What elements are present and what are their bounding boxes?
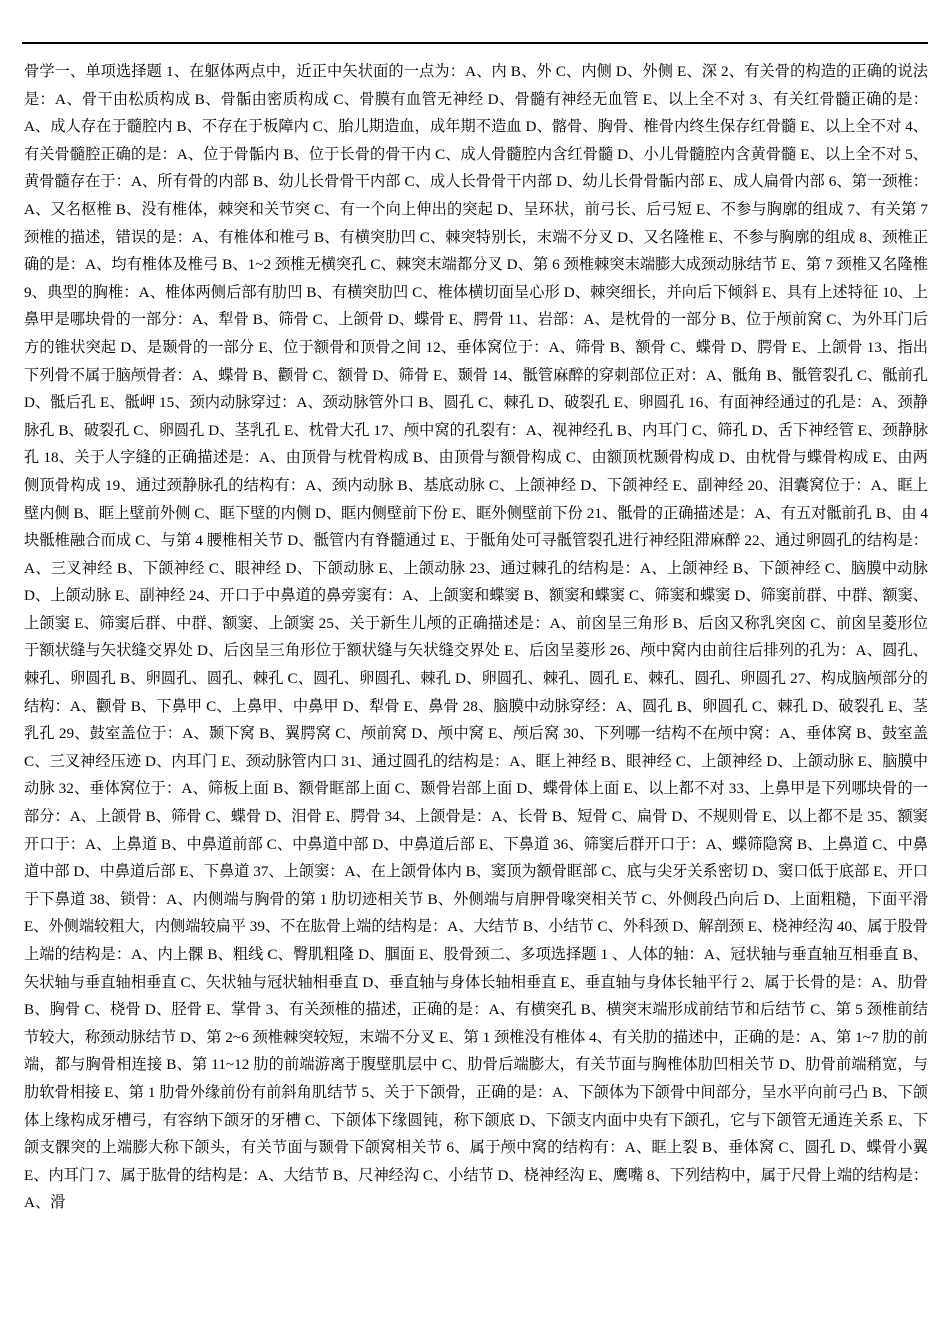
header-rule: [22, 42, 928, 44]
document-body-text: 骨学一、单项选择题 1、在躯体两点中，近正中矢状面的一点为：A、内 B、外 C、内侧 D、外侧 E、深 2、有关骨的构造的正确的说法是：A、骨干由松质构成 B、骨骺由密质构成 C、骨膜有血管无神经 D、骨髓有神经无血管 E、以上全不对 3、有关红骨髓正确的是：A、成人存在于髓腔内 B、不存在于板障内 C、胎儿期造血，成年期不造血 D、髂骨、胸骨、椎骨内终生保存红骨髓 E、以上全不对 4、有关骨髓腔正确的是：A、位于骨骺内 B、位于长骨的骨干内 C、成人骨髓腔内含红骨髓 D、小儿骨髓腔内含黄骨髓 E、以上全不对 5、黄骨髓存在于：A、所有骨的内部 B、幼儿长骨骨干内部 C、成人长骨骨干内部 D、幼儿长骨骨骺内部 E、成人扁骨内部 6、第一颈椎：A、又名枢椎 B、没有椎体，棘突和关节突 C、有一个向上伸出的突起 D、呈环状，前弓长、后弓短 E、不参与胸廓的组成 7、有关第 7 颈椎的描述，错误的是：A、有椎体和椎弓 B、有横突肋凹 C、棘突特别长，末端不分叉 D、又名隆椎 E、不参与胸廓的组成 8、颈椎正确的是：A、均有椎体及椎弓 B、1~2 颈椎无横突孔 C、棘突末端都分叉 D、第 6 颈椎棘突末端膨大成颈动脉结节 E、第 7 颈椎又名隆椎 9、典型的胸椎：A、椎体两侧后部有肋凹 B、有横突肋凹 C、椎体横切面呈心形 D、棘突细长，并向后下倾斜 E、具有上述特征 10、上鼻甲是哪块骨的一部分：A、犁骨 B、筛骨 C、上颌骨 D、蝶骨 E、腭骨 11、岩部：A、是枕骨的一部分 B、位于颅前窝 C、为外耳门后方的锥状突起 D、是颞骨的一部分 E、位于额骨和顶骨之间 12、垂体窝位于：A、筛骨 B、额骨 C、蝶骨 D、腭骨 E、上颌骨 13、指出下列骨不属于脑颅骨者：A、蝶骨 B、颧骨 C、额骨 D、筛骨 E、颞骨 14、骶管麻醉的穿刺部位正对：A、骶角 B、骶管裂孔 C、骶前孔 D、骶后孔 E、骶岬 15、颈内动脉穿过：A、颈动脉管外口 B、圆孔 C、棘孔 D、破裂孔 E、卵圆孔 16、有面神经通过的孔是：A、颈静脉孔 B、破裂孔 C、卵圆孔 D、茎乳孔 E、枕骨大孔 17、颅中窝的孔裂有：A、视神经孔 B、内耳门 C、筛孔 D、舌下神经管 E、颈静脉孔 18、关于人字缝的正确描述是：A、由顶骨与枕骨构成 B、由顶骨与额骨构成 C、由额顶枕颞骨构成 D、由枕骨与蝶骨构成 E、由两侧顶骨构成 19、通过颈静脉孔的结构有：A、颈内动脉 B、基底动脉 C、上颌神经 D、下颌神经 E、副神经 20、泪囊窝位于：A、眶上壁内侧 B、眶上壁前外侧 C、眶下壁的内侧 D、眶内侧壁前下份 E、眶外侧壁前下份 21、骶骨的正确描述是：A、有五对骶前孔 B、由 4 块骶椎融合而成 C、与第 4 腰椎相关节 D、骶管内有脊髓通过 E、于骶角处可寻骶管裂孔进行神经阻滞麻醉 22、通过卵圆孔的结构是：A、三叉神经 B、下颌神经 C、眼神经 D、下颌动脉 E、上颌动脉 23、通过棘孔的结构是：A、上颌神经 B、下颌神经 C、脑膜中动脉 D、上颌动脉 E、副神经 24、开口于中鼻道的鼻旁窦有：A、上颌窦和蝶窦 B、额窦和蝶窦 C、筛窦和蝶窦 D、筛窦前群、中群、额窦、上颌窦 E、筛窦后群、中群、额窦、上颌窦 25、关于新生儿颅的正确描述是：A、前囟呈三角形 B、后囟又称乳突囟 C、前囟呈菱形位于额状缝与矢状缝交界处 D、后囟呈三角形位于额状缝与矢状缝交界处 E、后囟呈菱形 26、颅中窝内由前往后排列的孔为：A、圆孔、棘孔、卵圆孔 B、卵圆孔、圆孔、棘孔 C、圆孔、卵圆孔、棘孔 D、卵圆孔、棘孔、圆孔 E、棘孔、圆孔、卵圆孔 27、构成脑颅部分的结构：A、颧骨 B、下鼻甲 C、上鼻甲、中鼻甲 D、犁骨 E、鼻骨 28、脑膜中动脉穿经：A、圆孔 B、卵圆孔 C、棘孔 D、破裂孔 E、茎乳孔 29、鼓室盖位于：A、颞下窝 B、翼腭窝 C、颅前窝 D、颅中窝 E、颅后窝 30、下列哪一结构不在颅中窝：A、垂体窝 B、鼓室盖 C、三叉神经压迹 D、内耳门 E、颈动脉管内口 31、通过圆孔的结构是：A、眶上神经 B、眼神经 C、上颌神经 D、上颌动脉 E、脑膜中动脉 32、垂体窝位于：A、筛板上面 B、额骨眶部上面 C、颞骨岩部上面 D、蝶骨体上面 E、以上都不对 33、上鼻甲是下列哪块骨的一部分：A、上颌骨 B、筛骨 C、蝶骨 D、泪骨 E、腭骨 34、上颌骨是：A、长骨 B、短骨 C、扁骨 D、不规则骨 E、以上都不是 35、额窦开口于：A、上鼻道 B、中鼻道前部 C、中鼻道中部 D、中鼻道后部 E、下鼻道 36、筛窦后群开口于：A、蝶筛隐窝 B、上鼻道 C、中鼻道中部 D、中鼻道后部 E、下鼻道 37、上颌窦：A、在上颌骨体内 B、窦顶为额骨眶部 C、底与尖牙关系密切 D、窦口低于底部 E、开口于下鼻道 38、锁骨：A、内侧端与胸骨的第 1 肋切迹相关节 B、外侧端与肩胛骨喙突相关节 C、外侧段凸向后 D、上面粗糙，下面平滑 E、外侧端较粗大，内侧端较扁平 39、不在肱骨上端的结构是：A、大结节 B、小结节 C、外科颈 D、解剖颈 E、桡神经沟 40、属于股骨上端的结构是：A、内上髁 B、粗线 C、臀肌粗隆 D、腘面 E、股骨颈二、多项选择题 1 、人体的轴：A、冠状轴与垂直轴互相垂直 B、矢状轴与垂直轴相垂直 C、矢状轴与冠状轴相垂直 D、垂直轴与身体长轴相垂直 E、垂直轴与身体长轴平行 2、属于长骨的是：A、肋骨 B、胸骨 C、桡骨 D、胫骨 E、掌骨 3、有关颈椎的描述，正确的是：A、有横突孔 B、横突末端形成前结节和后结节 C、第 5 颈椎前结节较大，称颈动脉结节 D、第 2~6 颈椎棘突较短，末端不分叉 E、第 1 颈椎没有椎体 4、有关肋的描述中，正确的是：A、第 1~7 肋的前端，都与胸骨相连接 B、第 11~12 肋的前端游离于腹壁肌层中 C、肋骨后端膨大，有关节面与胸椎体肋凹相关节 D、肋骨前端稍宽，与肋软骨相接 E、第 1 肋骨外缘前份有前斜角肌结节 5、关于下颌骨，正确的是：A、下颌体为下颌骨中间部分，呈水平向前弓凸 B、下颌体上缘构成牙槽弓，有容纳下颌牙的牙槽 C、下颌体下缘圆钝，称下颌底 D、下颌支内面中央有下颌孔，它与下颌管无通连关系 E、下颌支髁突的上端膨大称下颌头，有关节面与颞骨下颌窝相关节 6、属于颅中窝的结构有：A、眶上裂 B、垂体窝 C、圆孔 D、蝶骨小翼 E、内耳门 7、属于肱骨的结构是：A、大结节 B、尺神经沟 C、小结节 D、桡神经沟 E、鹰嘴 8、下列结构中，属于尺骨上端的结构是：A、滑: [24, 63, 929, 1212]
